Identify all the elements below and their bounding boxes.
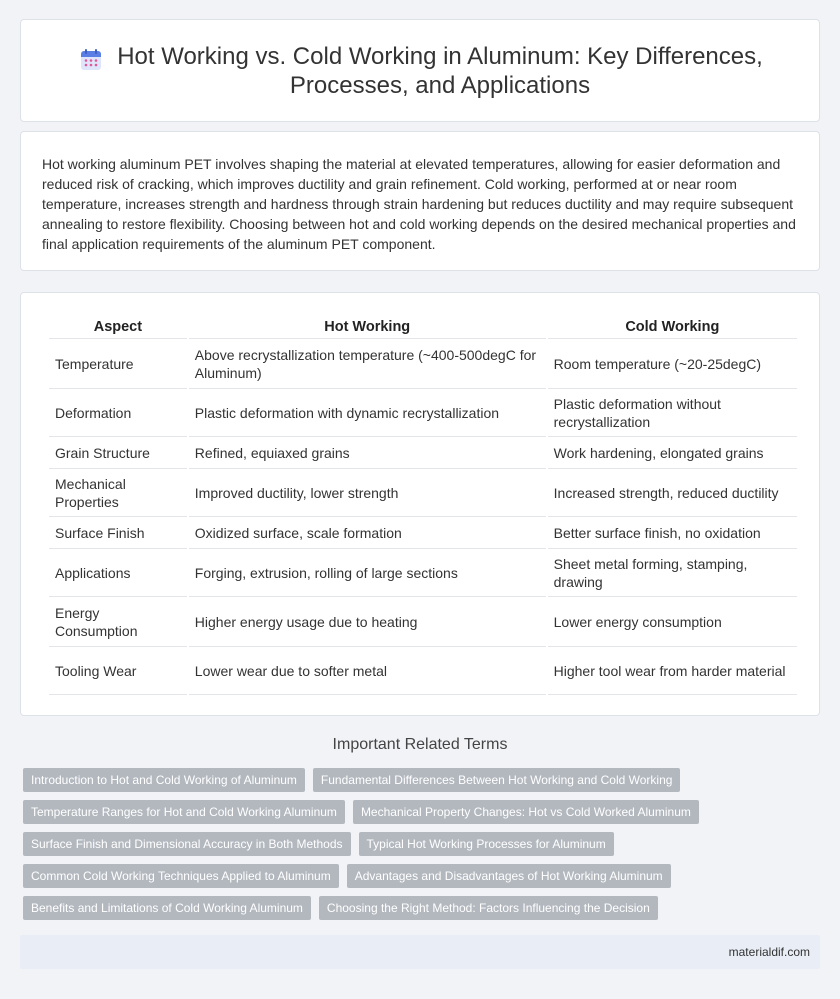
hot-working-cell: Plastic deformation with dynamic recrystallization (189, 389, 546, 437)
hot-working-cell: Forging, extrusion, rolling of large sections (189, 549, 546, 597)
aspect-cell: Mechanical Properties (49, 469, 187, 517)
table-row (49, 339, 797, 389)
footer (20, 935, 820, 969)
related-term-link[interactable]: Fundamental Differences Between Hot Working and Cold Working (313, 768, 681, 792)
intro-card (20, 131, 820, 271)
table-row (49, 389, 797, 437)
related-terms-title: Important Related Terms (332, 736, 508, 753)
related-term-link[interactable]: Benefits and Limitations of Cold Working Aluminum (23, 896, 311, 920)
aspect-cell: Tooling Wear (49, 647, 187, 695)
comparison-table (47, 315, 799, 695)
cold-working-cell: Room temperature (~20-25degC) (548, 339, 797, 389)
cold-working-cell: Higher tool wear from harder material (548, 647, 797, 695)
footer-site-link[interactable]: materialdif.com (728, 945, 810, 959)
table-row (49, 597, 797, 647)
aspect-cell: Surface Finish (49, 517, 187, 549)
related-term-link[interactable]: Temperature Ranges for Hot and Cold Working Aluminum (23, 800, 345, 824)
cold-working-cell: Better surface finish, no oxidation (548, 517, 797, 549)
page-title: Hot Working vs. Cold Working in Aluminum: Key Differences, Processes, and Applications (117, 42, 763, 99)
hot-working-cell: Higher energy usage due to heating (189, 597, 546, 647)
related-term-link[interactable]: Typical Hot Working Processes for Aluminum (359, 832, 614, 856)
table-header-row (49, 315, 797, 339)
header-cold-working: Cold Working (548, 315, 797, 339)
aspect-cell: Temperature (49, 339, 187, 389)
comparison-card (20, 292, 820, 716)
hot-working-cell: Improved ductility, lower strength (189, 469, 546, 517)
hot-working-cell: Lower wear due to softer metal (189, 647, 546, 695)
related-term-link[interactable]: Surface Finish and Dimensional Accuracy in Both Methods (23, 832, 351, 856)
related-term-link[interactable]: Choosing the Right Method: Factors Influencing the Decision (319, 896, 658, 920)
aspect-cell: Deformation (49, 389, 187, 437)
cold-working-cell: Plastic deformation without recrystallization (548, 389, 797, 437)
related-term-link[interactable]: Introduction to Hot and Cold Working of Aluminum (23, 768, 305, 792)
aspect-cell: Energy Consumption (49, 597, 187, 647)
table-row (49, 437, 797, 469)
cold-working-cell: Sheet metal forming, stamping, drawing (548, 549, 797, 597)
cold-working-cell: Lower energy consumption (548, 597, 797, 647)
hot-working-cell: Oxidized surface, scale formation (189, 517, 546, 549)
aspect-cell: Applications (49, 549, 187, 597)
header-card (20, 19, 820, 122)
aspect-cell: Grain Structure (49, 437, 187, 469)
table-row (49, 549, 797, 597)
related-term-link[interactable]: Common Cold Working Techniques Applied to Aluminum (23, 864, 339, 888)
related-terms-list (23, 768, 823, 928)
table-row (49, 469, 797, 517)
cold-working-cell: Increased strength, reduced ductility (548, 469, 797, 517)
hot-working-cell: Above recrystallization temperature (~400-500degC for Aluminum) (189, 339, 546, 389)
related-term-link[interactable]: Advantages and Disadvantages of Hot Working Aluminum (347, 864, 671, 888)
hot-working-cell: Refined, equiaxed grains (189, 437, 546, 469)
related-term-link[interactable]: Mechanical Property Changes: Hot vs Cold Worked Aluminum (353, 800, 699, 824)
table-row (49, 517, 797, 549)
table-row (49, 647, 797, 695)
cold-working-cell: Work hardening, elongated grains (548, 437, 797, 469)
header-aspect: Aspect (49, 315, 187, 339)
intro-paragraph: Hot working aluminum PET involves shaping the material at elevated temperatures, allowing for easier deformation and reduced risk of cracking, which improves ductility and grain refinement. Cold working, performed at or near room temperature, increases strength and hardness through strain hardening but reduces ductility and may require subsequent annealing to restore flexibility. Choosing between hot and cold working depends on the desired mechanical properties and final application requirements of the aluminum PET component. (42, 156, 796, 252)
header-hot-working: Hot Working (189, 315, 546, 339)
